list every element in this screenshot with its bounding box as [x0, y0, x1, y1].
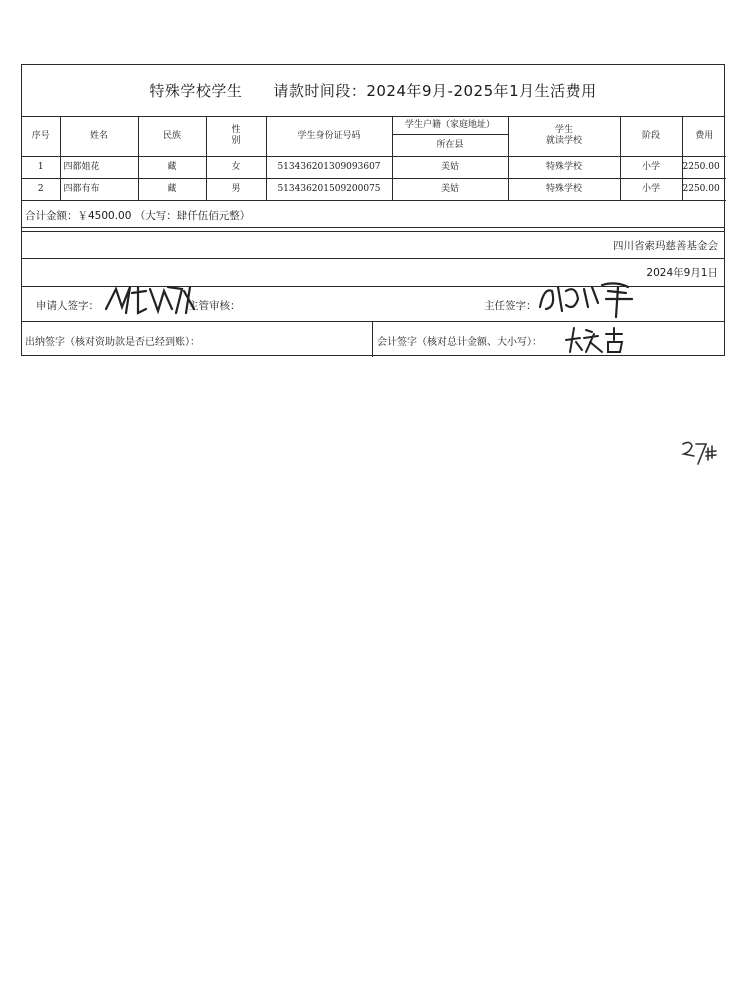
cell-county: 美姑 [392, 156, 508, 178]
cell-school: 特殊学校 [508, 178, 620, 200]
table-row [22, 178, 726, 200]
cell-ethnicity: 藏 [138, 156, 206, 178]
header-stage: 阶段 [620, 117, 682, 156]
cell-gender: 男 [206, 178, 266, 200]
total-amount: 合计金额：￥4500.00 （大写：肆仟伍佰元整） [25, 210, 251, 222]
header-seq: 序号 [22, 117, 60, 156]
student-table [22, 117, 726, 201]
header-gender-line1: 性 [231, 125, 241, 136]
organization-name: 四川省索玛慈善基金会 [613, 240, 718, 252]
cell-fee: 2250.00 [682, 156, 726, 178]
cell-stage: 小学 [620, 178, 682, 200]
header-gender-line2: 别 [231, 136, 241, 147]
cashier-accountant-row [22, 322, 724, 357]
header-fee: 费用 [682, 117, 726, 156]
header-household-group: 学生户籍（家庭地址） [392, 117, 508, 134]
form-title: 特殊学校学生 请款时间段：2024年9月-2025年1月生活费用 [22, 65, 724, 117]
cell-gender: 女 [206, 156, 266, 178]
header-ethnicity: 民族 [138, 117, 206, 156]
supervisor-label: 主管审核： [188, 300, 241, 312]
total-row [22, 202, 724, 228]
director-label: 主任签字： [484, 300, 537, 312]
header-county: 所在县 [392, 134, 508, 156]
applicant-signature [102, 279, 198, 319]
header-school-line2: 就读学校 [545, 136, 582, 147]
director-signature [536, 277, 646, 319]
expense-request-form [21, 64, 725, 356]
table-row [22, 156, 726, 178]
header-id-number: 学生身份证号码 [266, 117, 392, 156]
cell-name: 四都有布 [60, 178, 138, 200]
accountant-label: 会计签字（核对总计金额、大小写）： [377, 337, 542, 348]
signature-row [22, 287, 724, 322]
cell-school: 特殊学校 [508, 156, 620, 178]
margin-note-handwriting [680, 438, 720, 472]
cell-stage: 小学 [620, 156, 682, 178]
header-name: 姓名 [60, 117, 138, 156]
cell-seq: 1 [22, 156, 60, 178]
cashier-label: 出纳签字（核对资助款是否已经到账）： [25, 337, 200, 348]
cell-name: 四都姐花 [60, 156, 138, 178]
header-gender [206, 117, 266, 156]
cell-id-number: 513436201309093607 [266, 156, 392, 178]
cell-ethnicity: 藏 [138, 178, 206, 200]
column-divider [372, 322, 373, 357]
organization-row [22, 232, 724, 259]
cell-id-number: 513436201509200075 [266, 178, 392, 200]
cell-fee: 2250.00 [682, 178, 726, 200]
cell-seq: 2 [22, 178, 60, 200]
header-school [508, 117, 620, 156]
form-date: 2024年9月1日 [646, 267, 718, 279]
applicant-label: 申请人签字： [36, 300, 99, 312]
cell-county: 美姑 [392, 178, 508, 200]
accountant-signature [562, 320, 632, 356]
header-school-line1: 学生 [554, 125, 573, 136]
